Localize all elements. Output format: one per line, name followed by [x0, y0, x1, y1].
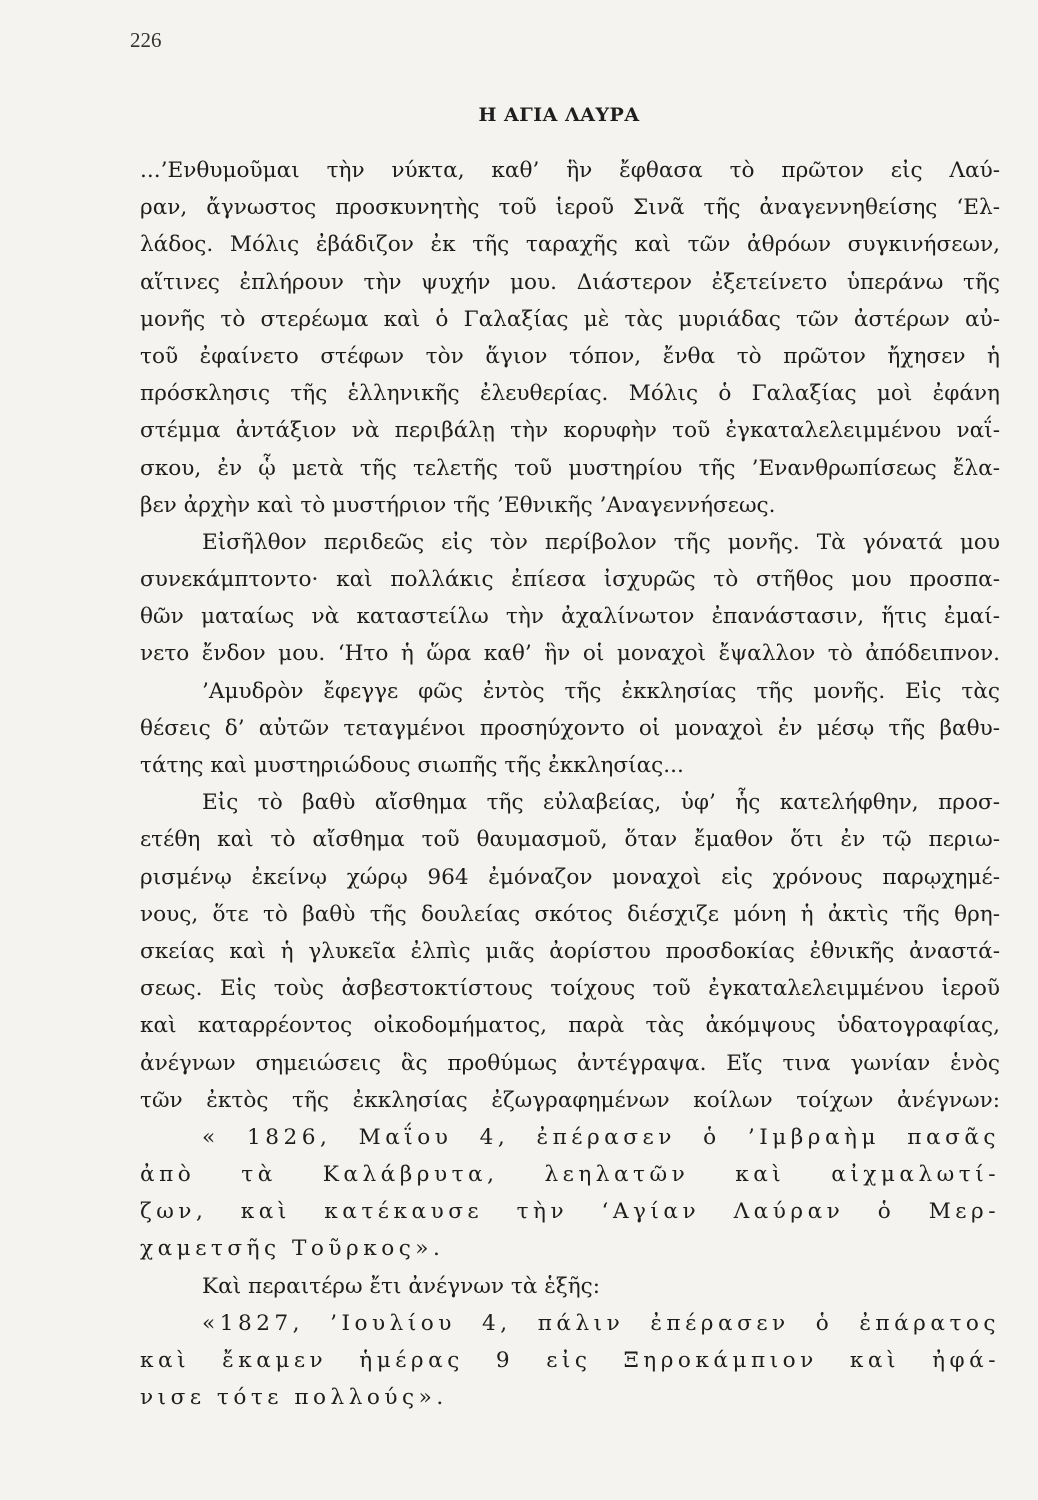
text-line: αἵτινες ἐπλήρουν τὴν ψυχήν μου. Διάστερον ἐξετείνετο ὑπεράνω τῆς — [140, 269, 1000, 295]
text-line: συνεκάμπτοντο· καὶ πολλάκις ἐπίεσα ἰσχυρῶς τὸ στῆθος μου προσπα- — [140, 567, 1000, 593]
text-line: νους, ὅτε τὸ βαθὺ τῆς δουλείας σκότος διέσχιζε μόνη ἡ ἀκτὶς τῆς θρη- — [140, 901, 1000, 927]
text-line: καὶ ἔκαμεν ἡμέρας 9 εἰς Ξηροκάμπιον καὶ ἠφά- — [140, 1348, 1000, 1373]
text-line: Καὶ περαιτέρω ἔτι ἀνέγνων τὰ ἑξῆς: — [202, 1273, 601, 1299]
text-line: νισε τότε πολλούς». — [140, 1385, 448, 1411]
text-line: θέσεις δ’ αὐτῶν τεταγμένοι προσηύχοντο οἱ μοναχοὶ ἐν μέσῳ τῆς βαθυ- — [140, 715, 1000, 741]
text-line: « 1826, Μαΐου 4, ἐπέρασεν ὁ ’Ιμβραὴμ πασᾶς — [202, 1124, 1000, 1150]
text-line: ἀνέγνων σημειώσεις ἃς προθύμως ἀντέγραψα. Εἴς τινα γωνίαν ἑνὸς — [140, 1050, 1000, 1076]
text-line: λάδος. Μόλις ἐβάδιζον ἐκ τῆς ταραχῆς καὶ τῶν ἀθρόων συγκινήσεων, — [140, 232, 1000, 258]
text-line: πρόσκλησις τῆς ἑλληνικῆς ἐλευθερίας. Μόλις ὁ Γαλαξίας μοὶ ἐφάνη — [140, 381, 1000, 407]
chapter-title: Η ΑΓΙΑ ΛΑΥΡΑ — [478, 104, 640, 126]
text-line: στέμμα ἀντάξιον νὰ περιβάλῃ τὴν κορυφὴν τοῦ ἐγκαταλελειμμένου ναΐ- — [140, 418, 1000, 444]
text-line: μονῆς τὸ στερέωμα καὶ ὁ Γαλαξίας μὲ τὰς μυριάδας τῶν ἀστέρων αὐ- — [140, 306, 1000, 332]
text-line: τῶν ἐκτὸς τῆς ἐκκλησίας ἐζωγραφημένων κοίλων τοίχων ἀνέγνων: — [140, 1087, 1000, 1113]
text-line: ραν, ἄγνωστος προσκυνητὴς τοῦ ἱεροῦ Σινᾶ τῆς ἀναγεννηθείσης ‘Ελ- — [140, 195, 1000, 221]
text-line: τάτης καὶ μυστηριώδους σιωπῆς τῆς ἐκκλησίας... — [140, 753, 684, 778]
text-line: χαμετσῆς Τοῦρκος». — [140, 1236, 445, 1262]
text-line: ζων, καὶ κατέκαυσε τὴν ‘Αγίαν Λαύραν ὁ Μερ- — [140, 1199, 1000, 1225]
text-line: σκείας καὶ ἡ γλυκεῖα ἐλπὶς μιᾶς ἀορίστου προσδοκίας ἐθνικῆς ἀναστά- — [140, 938, 1000, 964]
text-line: ετέθη καὶ τὸ αἴσθημα τοῦ θαυμασμοῦ, ὅταν ἔμαθον ὅτι ἐν τῷ περιω- — [140, 827, 1000, 853]
body-text — [140, 152, 1000, 1416]
text-line: ρισμένῳ ἐκείνῳ χώρῳ 964 ἐμόναζον μοναχοὶ εἰς χρόνους παρῳχημέ- — [140, 864, 1000, 890]
text-line: τοῦ ἐφαίνετο στέφων τὸν ἅγιον τόπον, ἔνθα τὸ πρῶτον ἤχησεν ἡ — [140, 343, 1000, 369]
text-line: θῶν ματαίως νὰ καταστείλω τὴν ἀχαλίνωτον ἐπανάστασιν, ἥτις ἐμαί- — [140, 604, 1000, 630]
text-line: σκου, ἐν ᾧ μετὰ τῆς τελετῆς τοῦ μυστηρίου τῆς ’Ενανθρωπίσεως ἔλα- — [140, 455, 1000, 481]
text-line: σεως. Εἰς τοὺς ἀσβεστοκτίστους τοίχους τοῦ ἐγκαταλελειμμένου ἱεροῦ — [140, 976, 1000, 1002]
text-line: ἀπὸ τὰ Καλάβρυτα, λεηλατῶν καὶ αἰχμαλωτί- — [140, 1162, 1000, 1188]
text-line: ’Αμυδρὸν ἔφεγγε φῶς ἐντὸς τῆς ἐκκλησίας τῆς μονῆς. Εἰς τὰς — [202, 678, 1000, 704]
text-line: νετο ἔνδον μου. ‘Ητο ἡ ὥρα καθ’ ἣν οἱ μοναχοὶ ἔψαλλον τὸ ἀπόδειπνον. — [140, 641, 1000, 667]
text-line: καὶ καταρρέοντος οἰκοδομήματος, παρὰ τὰς ἀκόμψους ὑδατογραφίας, — [140, 1013, 1000, 1039]
text-line: Εἰς τὸ βαθὺ αἴσθημα τῆς εὐλαβείας, ὑφ’ ἧς κατελήφθην, προσ- — [202, 790, 1000, 816]
text-line: ...’Ενθυμοῦμαι τὴν νύκτα, καθ’ ἣν ἔφθασα τὸ πρῶτον εἰς Λαύ- — [140, 158, 1000, 183]
text-line: «1827, ’Ιουλίου 4, πάλιν ἐπέρασεν ὁ ἐπάρατος — [202, 1310, 1000, 1336]
text-line: Εἰσῆλθον περιδεῶς εἰς τὸν περίβολον τῆς μονῆς. Τὰ γόνατά μου — [202, 529, 1000, 555]
page-number: 226 — [130, 28, 162, 52]
text-line: βεν ἀρχὴν καὶ τὸ μυστήριον τῆς ’Εθνικῆς ’Αναγεννήσεως. — [140, 492, 776, 518]
